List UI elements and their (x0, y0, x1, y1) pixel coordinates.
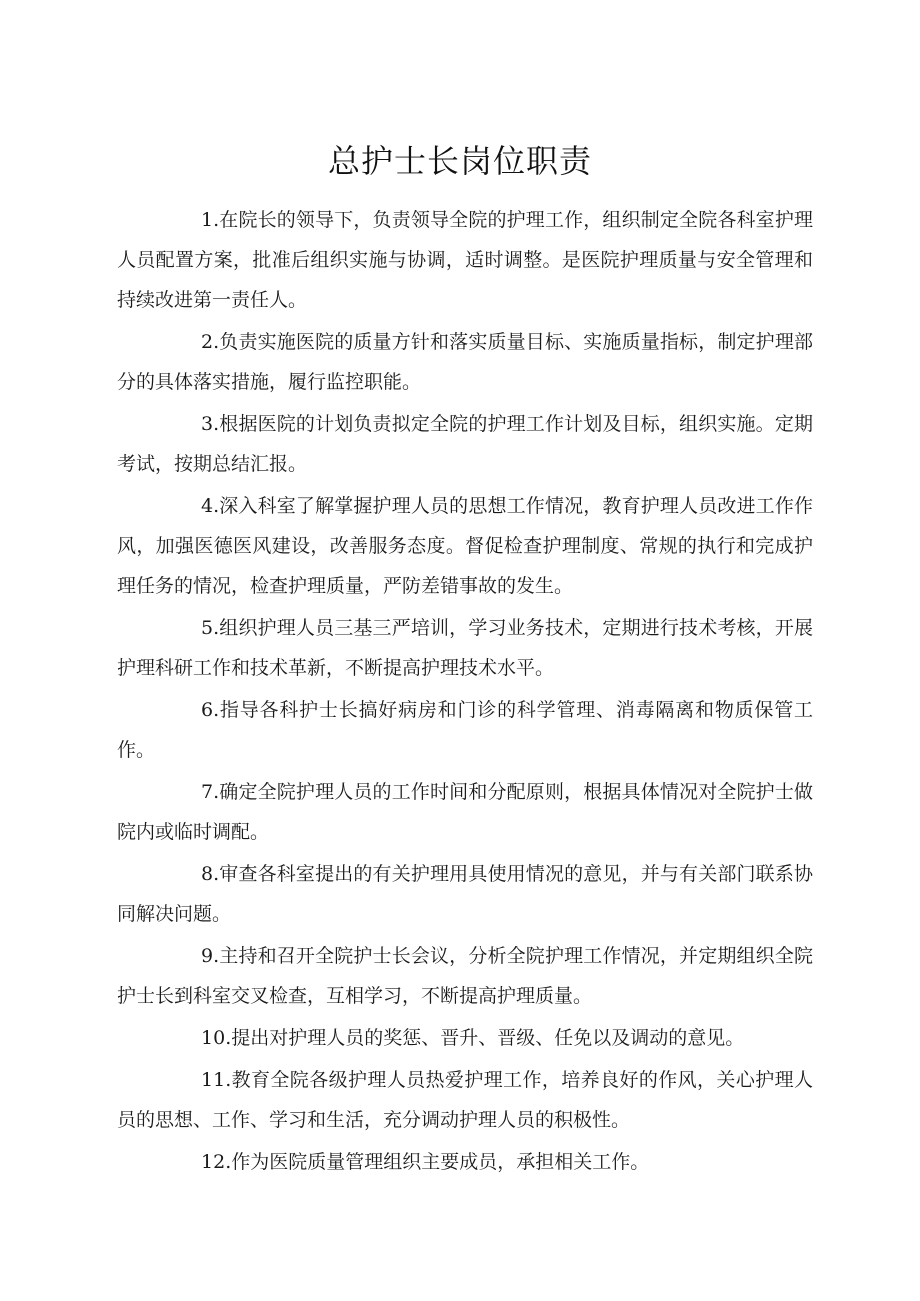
item-number: 12 (201, 1151, 226, 1173)
list-item (117, 1018, 813, 1058)
item-text: .在院长的领导下，负责领导全院的护理工作，组织制定全院各科室护理人员配置方案，批准后组织实施与协调，适时调整。是医院护理质量与安全管理和持续改进第一责任人。 (117, 209, 813, 311)
item-text: .深入科室了解掌握护理人员的思想工作情况，教育护理人员改进工作作风，加强医德医风建设，改善服务态度。督促检查护理制度、常规的执行和完成护理任务的情况，检查护理质量，严防差错事故的发生。 (117, 495, 813, 597)
list-item (117, 404, 813, 484)
list-item (117, 772, 813, 852)
list-item (117, 608, 813, 688)
item-text: .组织护理人员三基三严培训，学习业务技术，定期进行技术考核，开展护理科研工作和技术革新，不断提高护理技术水平。 (117, 617, 813, 679)
item-text: .作为医院质量管理组织主要成员，承担相关工作。 (225, 1151, 650, 1173)
list-item (117, 1142, 813, 1182)
item-text: .主持和召开全院护士长会议，分析全院护理工作情况，并定期组织全院护士长到科室交叉检查，互相学习，不断提高护理质量。 (117, 945, 813, 1007)
item-number: 9 (201, 945, 214, 967)
item-number: 11 (201, 1069, 226, 1091)
item-number: 3 (201, 413, 214, 435)
list-item (117, 854, 813, 934)
list-item (117, 200, 813, 320)
list-item (117, 936, 813, 1016)
item-number: 6 (201, 699, 214, 721)
item-number: 8 (201, 863, 214, 885)
item-text: .审查各科室提出的有关护理用具使用情况的意见，并与有关部门联系协同解决问题。 (117, 863, 813, 925)
list-item (117, 690, 813, 770)
list-item (117, 1060, 813, 1140)
page-title: 总护士长岗位职责 (327, 142, 592, 180)
item-text: .教育全院各级护理人员热爱护理工作，培养良好的作风，关心护理人员的思想、工作、学习和生活，充分调动护理人员的积极性。 (117, 1069, 813, 1131)
item-number: 4 (201, 495, 214, 517)
list-item (117, 486, 813, 606)
item-number: 1 (201, 209, 214, 231)
item-text: .根据医院的计划负责拟定全院的护理工作计划及目标，组织实施。定期考试，按期总结汇报。 (117, 413, 813, 475)
item-number: 7 (201, 781, 214, 803)
item-text: .提出对护理人员的奖惩、晋升、晋级、任免以及调动的意见。 (225, 1027, 745, 1049)
item-number: 2 (201, 331, 214, 353)
item-number: 10 (201, 1027, 226, 1049)
list-item (117, 322, 813, 402)
item-number: 5 (201, 617, 214, 639)
item-text: .负责实施医院的质量方针和落实质量目标、实施质量指标，制定护理部分的具体落实措施，履行监控职能。 (117, 331, 813, 393)
item-text: .确定全院护理人员的工作时间和分配原则，根据具体情况对全院护士做院内或临时调配。 (117, 781, 813, 843)
duty-list (117, 200, 813, 1184)
item-text: .指导各科护士长搞好病房和门诊的科学管理、消毒隔离和物质保管工作。 (117, 699, 813, 761)
